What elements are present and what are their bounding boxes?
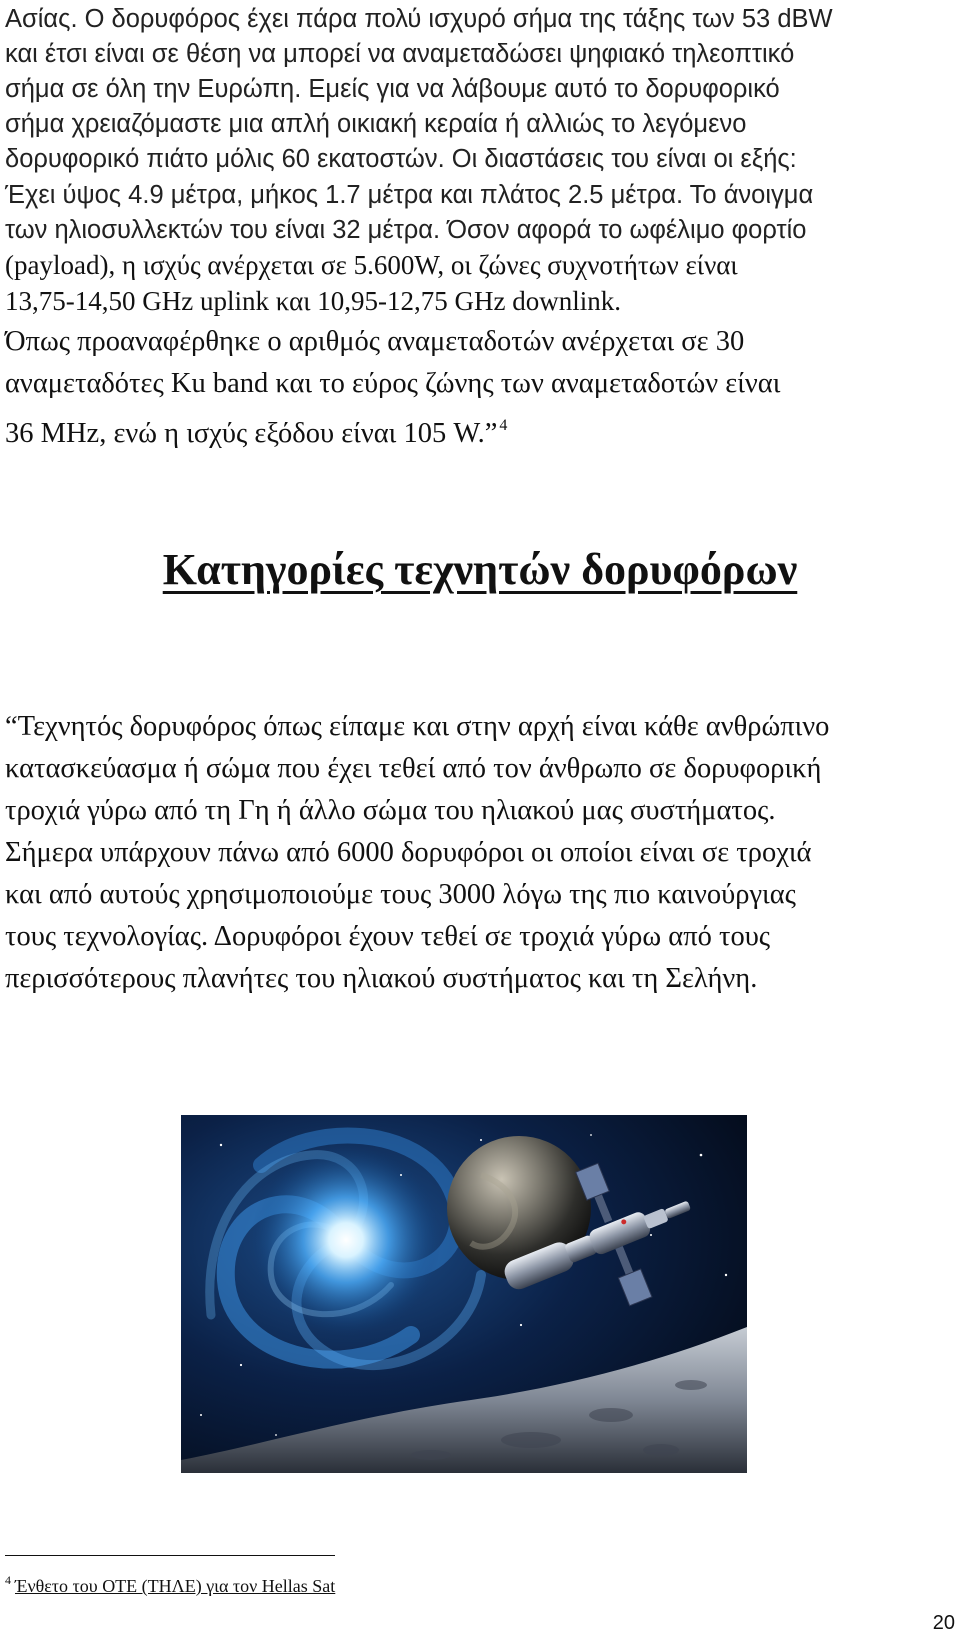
body-line: τροχιά γύρω από τη Γη ή άλλο σώμα του ηλιακού μας συστήματος. (5, 795, 776, 826)
intro-line: σήμα σε όλη την Ευρώπη. Εμείς για να λάβουμε αυτό το δορυφορικό (5, 75, 780, 103)
page-number: 20 (932, 1612, 955, 1634)
footnote-separator (5, 1555, 335, 1556)
intro-line: Έχει ύψος 4.9 μέτρα, μήκος 1.7 μέτρα και πλάτος 2.5 μέτρα. Το άνοιγμα (5, 181, 814, 209)
intro-last-line (5, 409, 507, 451)
intro-line: 36 MHz, ενώ η ισχύς εξόδου είναι 105 W.” (5, 418, 498, 449)
intro-line: 13,75-14,50 GHz uplink και 10,95-12,75 GHz downlink. (5, 286, 621, 316)
intro-line: Όπως προαναφέρθηκε ο αριθμός αναμεταδοτών ανέρχεται σε 30 (5, 326, 745, 357)
intro-line: αναμεταδότες Ku band και το εύρος ζώνης των αναμεταδοτών είναι (5, 368, 781, 399)
footnote-number: 4 (5, 1573, 11, 1587)
footnote (5, 1566, 335, 1600)
body-line: και από αυτούς χρησιμοποιούμε τους 3000 λόγω της πιο καινούργιας (5, 879, 796, 910)
body-line: “Τεχνητός δορυφόρος όπως είπαμε και στην αρχή είναι κάθε ανθρώπινο (5, 711, 830, 742)
intro-line: και έτσι είναι σε θέση να μπορεί να αναμεταδώσει ψηφιακό τηλεοπτικό (5, 40, 795, 68)
footnote-reference[interactable]: 4 (499, 417, 508, 434)
intro-line: σήμα χρειαζόμαστε μια απλή οικιακή κεραία ή αλλιώς το λεγόμενο (5, 110, 747, 138)
footnote-text[interactable]: Ένθετο του ΟΤΕ (ΤΗΛΕ) για τον Hellas Sat (15, 1576, 336, 1596)
galaxy-core (251, 1145, 441, 1335)
intro-line: (payload), η ισχύς ανέρχεται σε 5.600W, οι ζώνες συχνοτήτων είναι (5, 250, 738, 280)
section-heading (0, 543, 960, 597)
space-scene-illustration (181, 1115, 747, 1473)
intro-line: Ασίας. Ο δορυφόρος έχει πάρα πολύ ισχυρό σήμα της τάξης των 53 dBW (5, 5, 833, 33)
intro-line: των ηλιοσυλλεκτών του είναι 32 μέτρα. Όσον αφορά το ωφέλιμο φορτίο (5, 216, 807, 244)
section-heading-text: Κατηγορίες τεχνητών δορυφόρων (162, 545, 798, 594)
body-line: περισσότερους πλανήτες του ηλιακού συστήματος και τη Σελήνη. (5, 963, 758, 994)
body-line: τους τεχνολογίας. Δορυφόροι έχουν τεθεί σε τροχιά γύρω από τους (5, 921, 771, 952)
intro-line: δορυφορικό πιάτο μόλις 60 εκατοστών. Οι διαστάσεις του είναι οι εξής: (5, 145, 797, 173)
body-line: κατασκεύασμα ή σώμα που έχει τεθεί από τον άνθρωπο σε δορυφορική (5, 753, 822, 784)
body-line: Σήμερα υπάρχουν πάνω από 6000 δορυφόροι οι οποίοι είναι σε τροχιά (5, 837, 812, 868)
